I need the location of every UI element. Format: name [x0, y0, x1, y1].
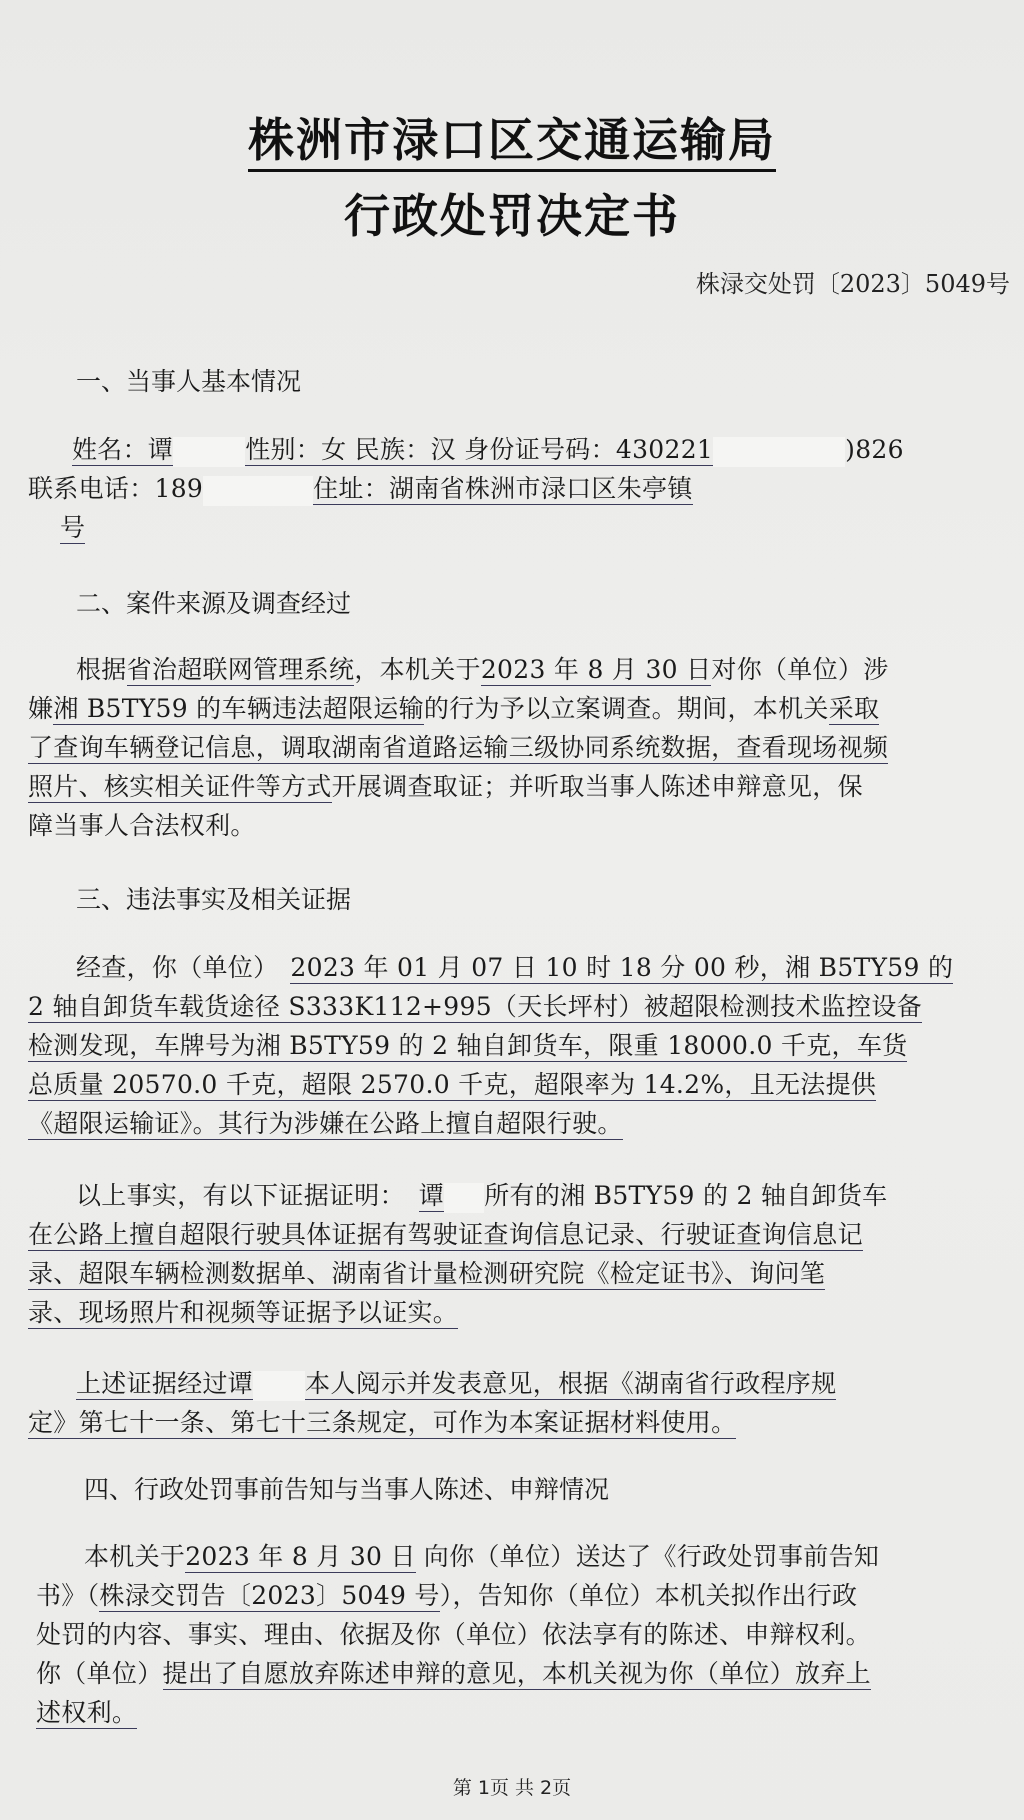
section-heading-3: 三、违法事实及相关证据: [76, 885, 352, 914]
party-address-end: 号: [60, 513, 86, 542]
text: 谭: [418, 1181, 445, 1210]
page-number: 第 1页 共 2页: [452, 1777, 572, 1799]
section3-line-2: [28, 988, 1008, 1026]
text: 2023 年 8 月 30 日: [185, 1542, 416, 1571]
section3-line-3: [28, 1027, 1008, 1065]
text: 对你（单位）涉: [711, 655, 889, 684]
section3-line-10: [76, 1365, 1024, 1403]
party-info-line-2: [28, 470, 1008, 508]
text: 定》第七十一条、第七十三条规定，可作为本案证据材料使用。: [28, 1408, 737, 1437]
document-number: 株渌交处罚〔2023〕5049号: [695, 270, 1010, 298]
text: 2023 年 01 月 07 日 10 时 18 分 00 秒，湘 B5TY59 的: [290, 953, 954, 982]
text: 2 轴自卸货车载货途径 S333K112+995（天长坪村）被超限检测技术监控设备: [28, 992, 923, 1021]
text: 本机关于: [84, 1542, 186, 1571]
party-id-suffix: )826: [845, 435, 904, 464]
redaction: [173, 437, 245, 467]
section2-line-3: [28, 729, 1008, 767]
text: 录、超限车辆检测数据单、湖南省计量检测研究院《检定证书》、询问笔: [28, 1259, 826, 1288]
section3-line-4: [28, 1066, 1008, 1104]
text: 本人阅示并发表意见，根据《湖南省行政程序规: [305, 1369, 837, 1398]
text: ，本机关于: [354, 655, 481, 684]
section2-line-2: [28, 690, 1008, 728]
text: 检测发现，车牌号为湘 B5TY59 的 2 轴自卸货车，限重 18000.0 千克，车货: [28, 1031, 908, 1060]
text: 株渌交罚告〔2023〕5049 号: [99, 1581, 440, 1610]
text: 了查询车辆登记信息，调取湖南省道路运输三级协同系统数据，查看现场视频: [28, 733, 889, 762]
redaction: [203, 476, 313, 506]
party-info-line-3: [60, 509, 1024, 547]
section2-line-1: [76, 651, 1024, 689]
text: 开展调查取证；并听取当事人陈述申辩意见，保: [331, 772, 863, 801]
text: 2023 年 8 月 30 日: [480, 655, 712, 684]
text: 嫌: [28, 694, 54, 723]
document-subtitle: 行政处罚决定书: [344, 189, 680, 243]
text: 在公路上擅自超限行驶具体证据有驾驶证查询信息记录、行驶证查询信息记: [28, 1220, 863, 1249]
text: 经查，你（单位）: [76, 953, 279, 982]
redaction: [444, 1183, 484, 1213]
party-phone: 联系电话：189: [28, 474, 204, 503]
section3-line-1: [76, 949, 1024, 987]
text: 述权利。: [36, 1698, 138, 1727]
party-address: 住址：湖南省株洲市渌口区朱亭镇: [313, 474, 693, 503]
party-name: 姓名：谭: [72, 435, 174, 464]
text: 湘 B5TY59 的车辆违法超限运输: [53, 694, 424, 723]
section3-line-8: [28, 1255, 1008, 1293]
section-heading-4: 四、行政处罚事前告知与当事人陈述、申辩情况: [84, 1475, 610, 1504]
section4-line-2: [36, 1577, 1016, 1615]
section3-line-9: [28, 1294, 1008, 1332]
text: 书》（: [36, 1581, 100, 1610]
text: 所有的湘 B5TY59 的 2 轴自卸货车: [484, 1181, 888, 1210]
text: 总质量 20570.0 千克，超限 2570.0 千克，超限率为 14.2%，且无法提供: [28, 1070, 877, 1099]
section4-line-1: [84, 1538, 1024, 1576]
section3-line-11: [28, 1404, 1008, 1442]
text: 录、现场照片和视频等证据予以证实。: [28, 1298, 459, 1327]
text: 你（单位）: [36, 1659, 163, 1688]
redaction: [713, 437, 845, 467]
section4-line-4: [36, 1655, 1016, 1693]
section-heading-1: 一、当事人基本情况: [76, 367, 302, 396]
text: 以上事实，有以下证据证明：: [76, 1181, 405, 1210]
section4-line-5: [36, 1694, 1016, 1732]
text: 采取: [828, 694, 880, 723]
redaction: [253, 1371, 305, 1401]
text: 照片、核实相关证件等方式: [28, 772, 332, 801]
text: 向你（单位）送达了《行政处罚事前告知: [423, 1542, 880, 1571]
section3-line-7: [28, 1216, 1008, 1254]
text: 的行为予以立案调查。期间，本机关: [423, 694, 829, 723]
party-info-line-1: [72, 431, 1024, 469]
text: 提出了自愿放弃陈述申辩的意见，本机关视为你（单位）放弃上: [162, 1659, 871, 1688]
party-gender-id: 性别：女 民族：汉 身份证号码：430221: [245, 435, 714, 464]
section3-line-6: [76, 1177, 1024, 1215]
text: 省治超联网管理系统: [126, 655, 355, 684]
text: 根据: [76, 655, 127, 684]
text: ），告知你（单位）本机关拟作出行政: [439, 1581, 858, 1610]
section-heading-2: 二、案件来源及调查经过: [76, 589, 352, 618]
section3-line-5: [28, 1105, 1008, 1143]
text: 《超限运输证》。其行为涉嫌在公路上擅自超限行驶。: [28, 1109, 623, 1138]
text: 上述证据经过谭: [76, 1369, 254, 1398]
document-title: 株洲市渌口区交通运输局: [0, 104, 1024, 170]
section2-line-4: [28, 768, 1008, 806]
section2-line-5: 障当事人合法权利。: [28, 811, 256, 840]
section4-line-3: 处罚的内容、事实、理由、依据及你（单位）依法享有的陈述、申辩权利。: [36, 1620, 871, 1649]
